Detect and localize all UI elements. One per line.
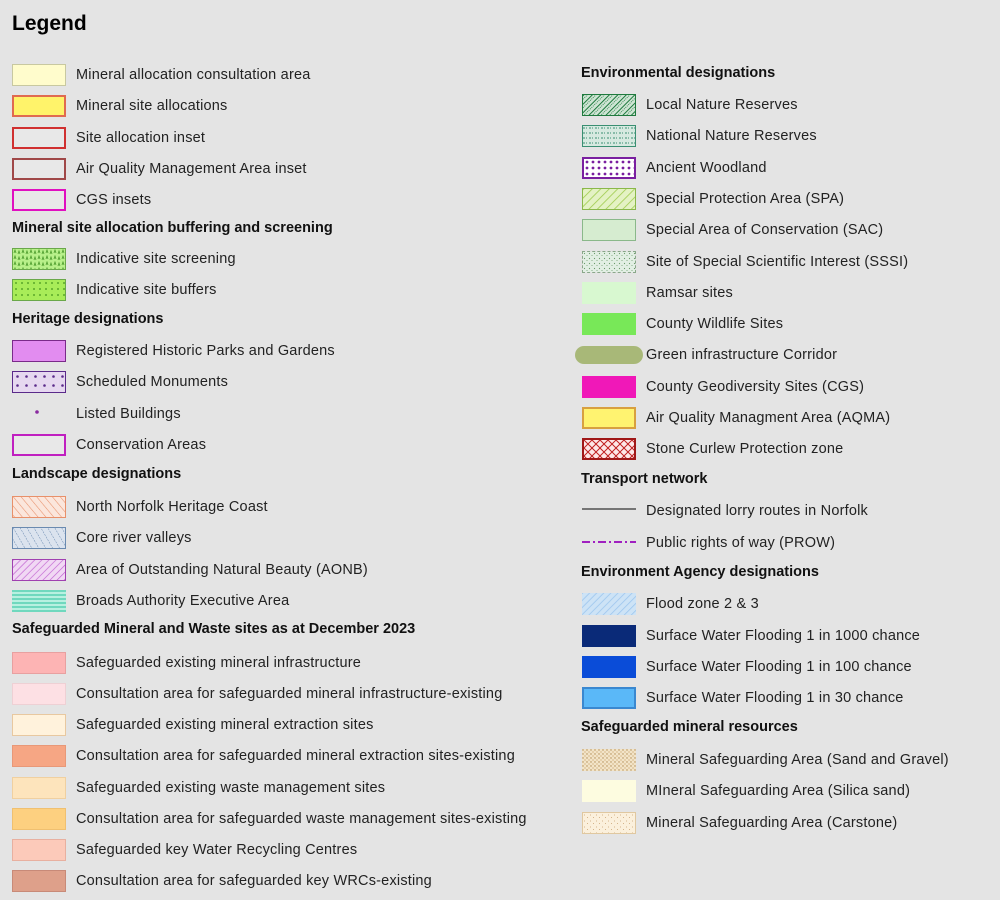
dot-icon (12, 403, 66, 425)
swatch-icon (582, 313, 636, 335)
swatch-icon (12, 839, 66, 861)
swatch-icon (12, 158, 66, 180)
section-header-mineral-resources: Safeguarded mineral resources (581, 719, 798, 735)
swatch-icon (582, 376, 636, 398)
swatch-icon (12, 808, 66, 830)
section-header-environment-agency: Environment Agency designations (581, 564, 819, 580)
swatch-icon (12, 189, 66, 211)
swatch-icon (582, 593, 636, 615)
legend-panel: Legend Mineral allocation consultation area Mineral site allocations Site allocation inset Air Quality Management Area inset CGS insets Mineral site allocation buffering and screening Indicative site screening Indicative site buffers Heritage designations Registered Historic Parks and Gardens Scheduled Monuments Listed Buildings Conservation Areas Landscape designations North Norfolk Heritage Coast Core river valleys Area of Outstanding Natural Beauty (AONB) Broads Authority Executive Area Safeguarded Mineral and Waste sites as at December 2023 Safeguarded existing mineral infrastructure Consultation area for safeguarded mineral infrastructure-existing Safeguarded existing mineral extraction sites Consultation area for safeguarded mineral extraction sites-existing Safeguarded existing waste management sites Consultation area for safeguarded waste management sites-existing Safeguarded key Water Recycling Centres Consultation area for safeguarded key WRCs-existing Environmental designations Local Nature Reserves National Nature Reserves Ancient Woodland Special Protection Area (SPA) Special Area of Conservation (SAC) Site of Special Scientific Interest (SSSI) Ramsar sites County Wildlife Sites Green infrastructure Corridor County Geodiversity Sites (CGS) Air Quality Managment Area (AQMA) Stone Curlew Protection zone Transport network Designated lorry routes in Norfolk Public rights of way (PROW) Environment Agency designations Flood zone 2 & 3 Surface Water Flooding 1 in 1000 chance Surface Water Flooding 1 in 100 chance Surface Water Flooding 1 in 30 chance Safeguarded mineral resources Mineral Safeguarding Area (Sand and Gravel) MIneral Safeguarding Area (Silica sand) Mineral Safeguarding Area (Carstone) (0, 0, 1000, 900)
swatch-icon (12, 777, 66, 799)
line-icon (582, 500, 636, 522)
section-header-landscape: Landscape designations (12, 466, 182, 482)
swatch-icon (12, 95, 66, 117)
swatch-icon (12, 870, 66, 892)
swatch-icon (12, 496, 66, 518)
swatch-icon (12, 683, 66, 705)
swatch-icon (582, 749, 636, 771)
swatch-icon (582, 780, 636, 802)
swatch-icon (582, 812, 636, 834)
section-header-environmental: Environmental designations (581, 65, 776, 81)
section-header-transport: Transport network (581, 471, 708, 487)
swatch-icon (12, 714, 66, 736)
swatch-icon (12, 434, 66, 456)
dash-dot-line-icon (582, 532, 636, 554)
swatch-icon (582, 157, 636, 179)
swatch-icon (12, 652, 66, 674)
section-header-buffering: Mineral site allocation buffering and screening (12, 220, 333, 236)
section-header-safeguarded: Safeguarded Mineral and Waste sites as at December 2023 (12, 621, 416, 637)
swatch-icon (582, 219, 636, 241)
legend-title: Legend (12, 12, 87, 35)
swatch-icon (12, 127, 66, 149)
swatch-icon (575, 346, 643, 364)
swatch-icon (582, 125, 636, 147)
swatch-icon (12, 590, 66, 612)
swatch-icon (582, 251, 636, 273)
swatch-icon (12, 371, 66, 393)
swatch-icon (12, 248, 66, 270)
section-header-heritage: Heritage designations (12, 311, 164, 327)
swatch-icon (582, 687, 636, 709)
swatch-icon (582, 656, 636, 678)
swatch-icon (582, 188, 636, 210)
swatch-icon (582, 625, 636, 647)
swatch-icon (582, 94, 636, 116)
swatch-icon (12, 559, 66, 581)
swatch-icon (582, 407, 636, 429)
swatch-icon (12, 340, 66, 362)
swatch-icon (12, 527, 66, 549)
swatch-icon (12, 279, 66, 301)
swatch-icon (582, 438, 636, 460)
swatch-icon (582, 282, 636, 304)
swatch-icon (12, 64, 66, 86)
swatch-icon (12, 745, 66, 767)
